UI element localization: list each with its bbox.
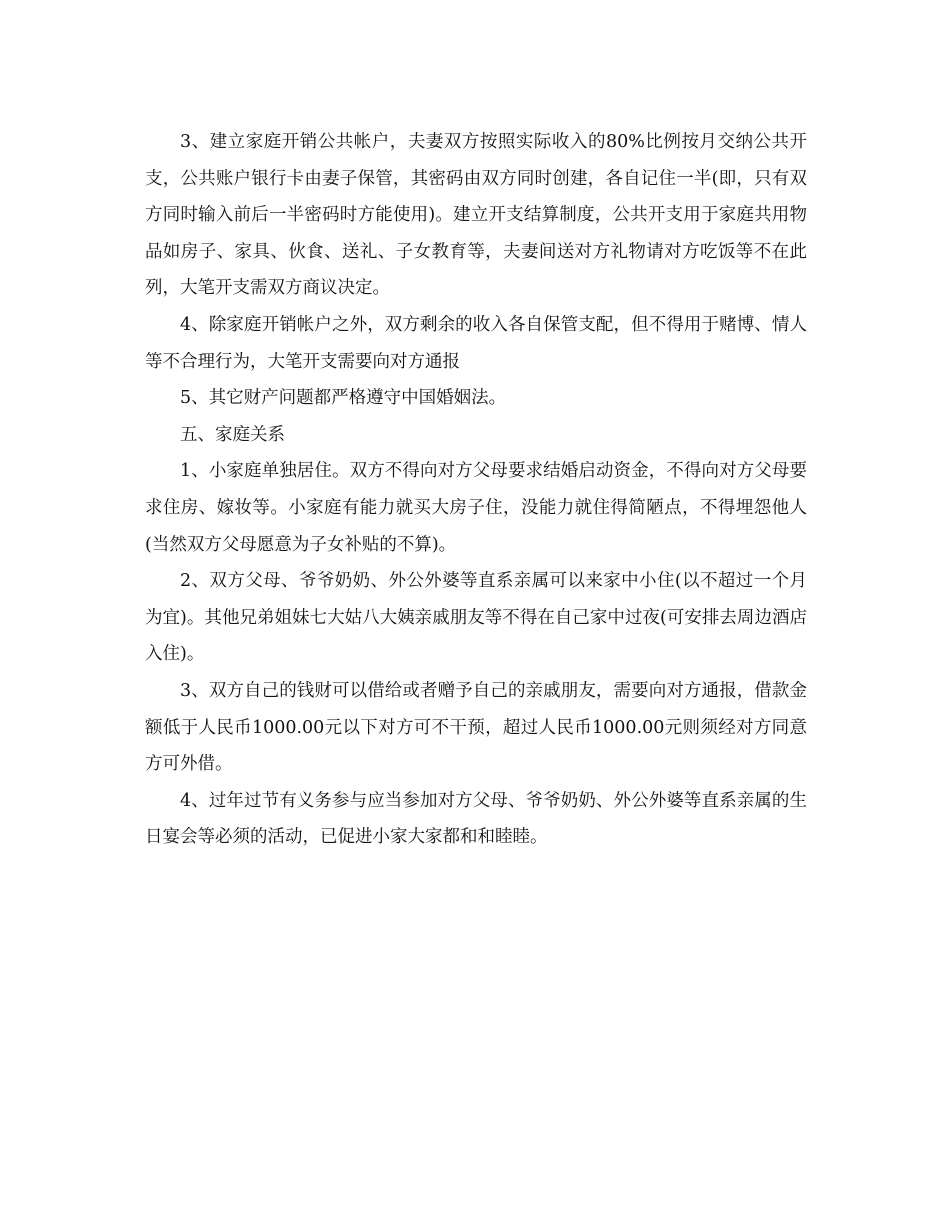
paragraph-lending-money: 3、双方自己的钱财可以借给或者赠予自己的亲戚朋友，需要向对方通报，借款金额低于人民币1000.00元以下对方可不干预，超过人民币1000.00元则须经对方同意方可外借。 bbox=[145, 680, 807, 775]
section-heading-family-relations: 五、家庭关系 bbox=[180, 424, 285, 445]
paragraph-remaining-income: 4、除家庭开销帐户之外，双方剩余的收入各自保管支配，但不得用于赌博、情人等不合理行为，大笔开支需要向对方通报 bbox=[145, 314, 807, 372]
paragraph-separate-residence: 1、小家庭单独居住。双方不得向对方父母要求结婚启动资金，不得向对方父母要求住房、嫁妆等。小家庭有能力就买大房子住，没能力就住得简陋点，不得埋怨他人(当然双方父母愿意为子女补贴的不算)。 bbox=[145, 461, 807, 555]
paragraph-public-account: 3、建立家庭开销公共帐户，夫妻双方按照实际收入的80%比例按月交纳公共开支，公共账户银行卡由妻子保管，其密码由双方同时创建，各自记住一半(即，只有双方同时输入前后一半密码时方能使用)。建立开支结算制度，公共开支用于家庭共用物品如房子、家具、伙食、送礼、子女教育等，夫妻间送对方礼物请对方吃饭等不在此列，大笔开支需双方商议决定。 bbox=[145, 132, 807, 299]
paragraph-holiday-obligations: 4、过年过节有义务参与应当参加对方父母、爷爷奶奶、外公外婆等直系亲属的生日宴会等必须的活动，已促进小家大家都和和睦睦。 bbox=[145, 790, 807, 848]
paragraph-marriage-law: 5、其它财产问题都严格遵守中国婚姻法。 bbox=[180, 388, 507, 409]
document-body bbox=[145, 124, 807, 856]
paragraph-relatives-stay: 2、双方父母、爷爷奶奶、外公外婆等直系亲属可以来家中小住(以不超过一个月为宜)。其他兄弟姐妹七大姑八大姨亲戚朋友等不得在自己家中过夜(可安排去周边酒店入住)。 bbox=[145, 571, 807, 665]
